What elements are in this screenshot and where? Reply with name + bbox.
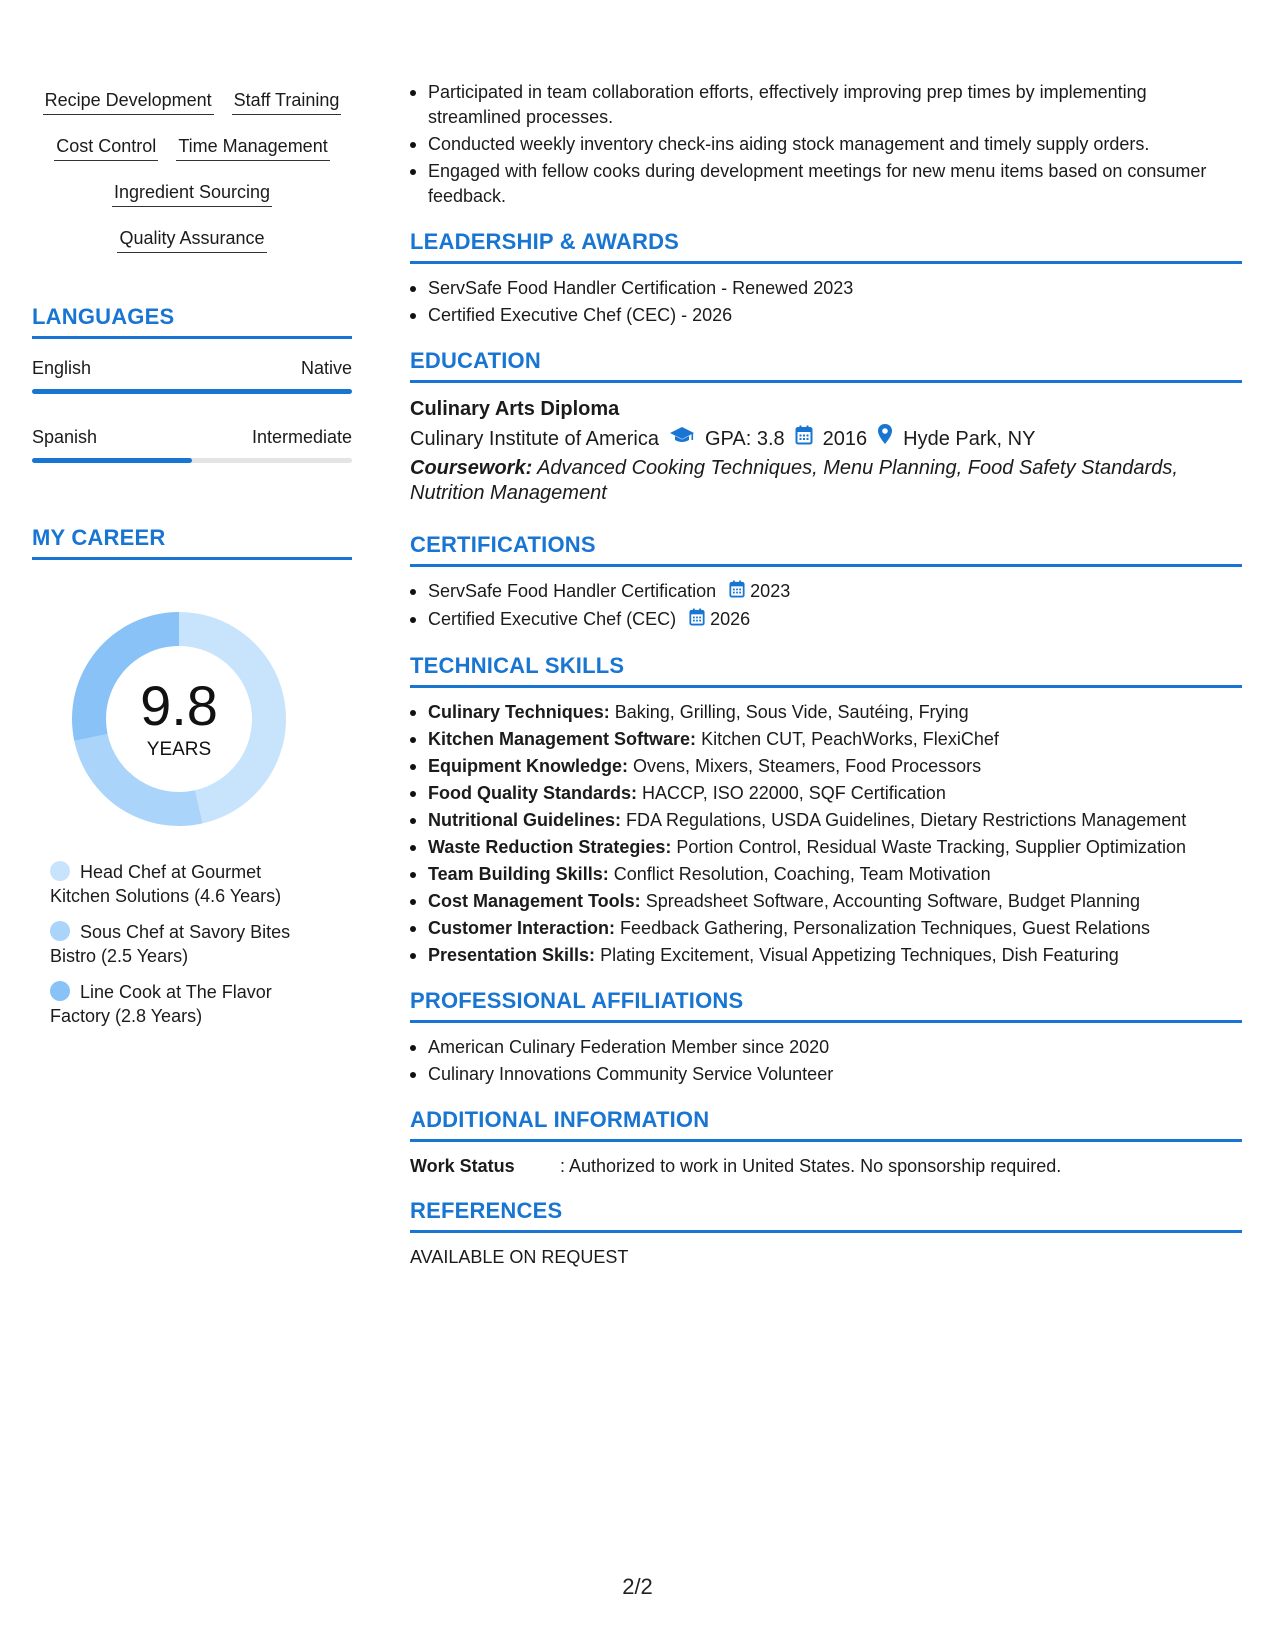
language-item bbox=[32, 357, 352, 394]
language-level: Intermediate bbox=[251, 427, 352, 447]
location-pin-icon bbox=[877, 423, 893, 454]
technical-skill-item bbox=[410, 862, 1242, 887]
skill-tag: Quality Assurance bbox=[117, 222, 266, 253]
work-status-label: Work Status bbox=[410, 1155, 515, 1176]
skill-tag: Ingredient Sourcing bbox=[112, 176, 272, 207]
technical-skill-item bbox=[410, 889, 1242, 914]
language-bar bbox=[32, 389, 352, 394]
legend-label: Sous Chef at Savory Bites Bistro (2.5 Years) bbox=[50, 922, 291, 966]
skill-category: Food Quality Standards: bbox=[428, 782, 638, 803]
work-status-row bbox=[410, 1154, 1242, 1178]
legend-label: Line Cook at The Flavor Factory (2.8 Years) bbox=[50, 982, 272, 1026]
additional-info-section bbox=[410, 1107, 1242, 1178]
leadership-item: Certified Executive Chef (CEC) - 2026 bbox=[410, 303, 1242, 328]
affiliations-title: PROFESSIONAL AFFILIATIONS bbox=[410, 988, 1242, 1023]
certification-year: 2026 bbox=[710, 608, 751, 629]
legend-label: Head Chef at Gourmet Kitchen Solutions (4.6 Years) bbox=[50, 862, 282, 906]
languages-title: LANGUAGES bbox=[32, 304, 352, 339]
career-unit: YEARS bbox=[146, 739, 212, 760]
technical-skills-title: TECHNICAL SKILLS bbox=[410, 653, 1242, 688]
career-donut-chart bbox=[64, 604, 294, 834]
technical-skills-section bbox=[410, 653, 1242, 968]
language-bar-fill bbox=[32, 458, 192, 463]
languages-section bbox=[32, 304, 352, 463]
leadership-section bbox=[410, 229, 1242, 328]
graduation-cap-icon bbox=[669, 424, 695, 454]
experience-bullet: Conducted weekly inventory check-ins aiding stock management and timely supply orders. bbox=[410, 132, 1242, 157]
skill-tag: Recipe Development bbox=[43, 84, 214, 115]
technical-skill-item bbox=[410, 835, 1242, 860]
gpa: GPA: 3.8 bbox=[705, 427, 785, 450]
additional-info-title: ADDITIONAL INFORMATION bbox=[410, 1107, 1242, 1142]
skill-tag: Staff Training bbox=[232, 84, 342, 115]
work-status-value: : Authorized to work in United States. No sponsorship required. bbox=[560, 1155, 1062, 1176]
legend-dot bbox=[50, 861, 70, 881]
coursework-label: Coursework: bbox=[410, 457, 533, 479]
skills-tags bbox=[32, 84, 352, 268]
language-item bbox=[32, 426, 352, 463]
career-total-years: 9.8 bbox=[140, 674, 218, 737]
skill-values: Baking, Grilling, Sous Vide, Sautéing, Frying bbox=[614, 701, 969, 722]
calendar-icon bbox=[689, 608, 705, 633]
technical-skill-item bbox=[410, 754, 1242, 779]
school-name: Culinary Institute of America bbox=[410, 427, 659, 450]
legend-item bbox=[50, 920, 320, 968]
skill-category: Team Building Skills: bbox=[428, 863, 609, 884]
language-name: English bbox=[32, 358, 92, 378]
skill-values: FDA Regulations, USDA Guidelines, Dietary Restrictions Management bbox=[626, 809, 1187, 830]
technical-skill-item bbox=[410, 727, 1242, 752]
school-location: Hyde Park, NY bbox=[903, 427, 1036, 450]
coursework bbox=[410, 456, 1242, 506]
certifications-section bbox=[410, 532, 1242, 633]
education-details bbox=[410, 423, 1242, 454]
certification-item bbox=[410, 607, 1242, 633]
calendar-icon bbox=[795, 424, 813, 454]
skill-values: Portion Control, Residual Waste Tracking, Supplier Optimization bbox=[676, 836, 1186, 857]
language-bar bbox=[32, 458, 352, 463]
experience-bullet: Engaged with fellow cooks during development meetings for new menu items based on consumer feedback. bbox=[410, 159, 1242, 209]
certification-item bbox=[410, 579, 1242, 605]
language-level: Native bbox=[300, 358, 352, 378]
calendar-icon bbox=[729, 580, 745, 605]
experience-bullet: Participated in team collaboration efforts, effectively improving prep times by implementing streamlined processes. bbox=[410, 80, 1242, 130]
language-name: Spanish bbox=[32, 427, 98, 447]
references-text: AVAILABLE ON REQUEST bbox=[410, 1246, 629, 1267]
career-section bbox=[32, 525, 352, 1028]
graduation-year: 2016 bbox=[822, 427, 868, 450]
skill-values: Kitchen CUT, PeachWorks, FlexiChef bbox=[701, 728, 999, 749]
references-title: REFERENCES bbox=[410, 1198, 1242, 1233]
coursework-list: Advanced Cooking Techniques, Menu Planning, Food Safety Standards, Nutrition Management bbox=[410, 457, 1178, 504]
legend-item bbox=[50, 860, 320, 908]
skill-category: Culinary Techniques: bbox=[428, 701, 610, 722]
affiliations-section bbox=[410, 988, 1242, 1087]
skill-category: Customer Interaction: bbox=[428, 917, 616, 938]
skill-category: Kitchen Management Software: bbox=[428, 728, 697, 749]
left-column bbox=[32, 84, 352, 1040]
degree-name: Culinary Arts Diploma bbox=[410, 398, 620, 420]
skill-category: Equipment Knowledge: bbox=[428, 755, 628, 776]
leadership-item: ServSafe Food Handler Certification - Renewed 2023 bbox=[410, 276, 1242, 301]
skill-values: Spreadsheet Software, Accounting Software, Budget Planning bbox=[645, 890, 1141, 911]
technical-skill-item bbox=[410, 808, 1242, 833]
education-section bbox=[410, 348, 1242, 506]
certification-year: 2023 bbox=[750, 581, 791, 601]
certifications-title: CERTIFICATIONS bbox=[410, 532, 1242, 567]
education-title: EDUCATION bbox=[410, 348, 1242, 383]
technical-skill-item bbox=[410, 781, 1242, 806]
skill-tag: Cost Control bbox=[54, 130, 158, 161]
skill-category: Nutritional Guidelines: bbox=[428, 809, 622, 830]
legend-dot bbox=[50, 981, 70, 1001]
career-legend bbox=[32, 860, 352, 1028]
affiliation-item: American Culinary Federation Member since 2020 bbox=[410, 1035, 1242, 1060]
language-bar-fill bbox=[32, 389, 352, 394]
skill-category: Waste Reduction Strategies: bbox=[428, 836, 672, 857]
experience-bullets bbox=[410, 80, 1242, 209]
references-section bbox=[410, 1198, 1242, 1269]
legend-item bbox=[50, 980, 320, 1028]
affiliation-item: Culinary Innovations Community Service Volunteer bbox=[410, 1062, 1242, 1087]
skill-values: Feedback Gathering, Personalization Techniques, Guest Relations bbox=[620, 917, 1151, 938]
certification-name: Certified Executive Chef (CEC) bbox=[428, 608, 677, 629]
certification-name: ServSafe Food Handler Certification bbox=[428, 581, 717, 601]
legend-dot bbox=[50, 921, 70, 941]
right-column bbox=[410, 80, 1242, 1269]
skill-values: Plating Excitement, Visual Appetizing Techniques, Dish Featuring bbox=[600, 944, 1119, 965]
technical-skill-item bbox=[410, 700, 1242, 725]
skill-category: Presentation Skills: bbox=[428, 944, 596, 965]
leadership-title: LEADERSHIP & AWARDS bbox=[410, 229, 1242, 264]
skill-values: Conflict Resolution, Coaching, Team Motivation bbox=[613, 863, 991, 884]
technical-skill-item bbox=[410, 916, 1242, 941]
skill-category: Cost Management Tools: bbox=[428, 890, 641, 911]
skill-values: HACCP, ISO 22000, SQF Certification bbox=[642, 782, 946, 803]
skill-values: Ovens, Mixers, Steamers, Food Processors bbox=[633, 755, 982, 776]
skill-tag: Time Management bbox=[176, 130, 329, 161]
page-number: 2/2 bbox=[622, 1574, 653, 1599]
career-title: MY CAREER bbox=[32, 525, 352, 560]
technical-skill-item bbox=[410, 943, 1242, 968]
